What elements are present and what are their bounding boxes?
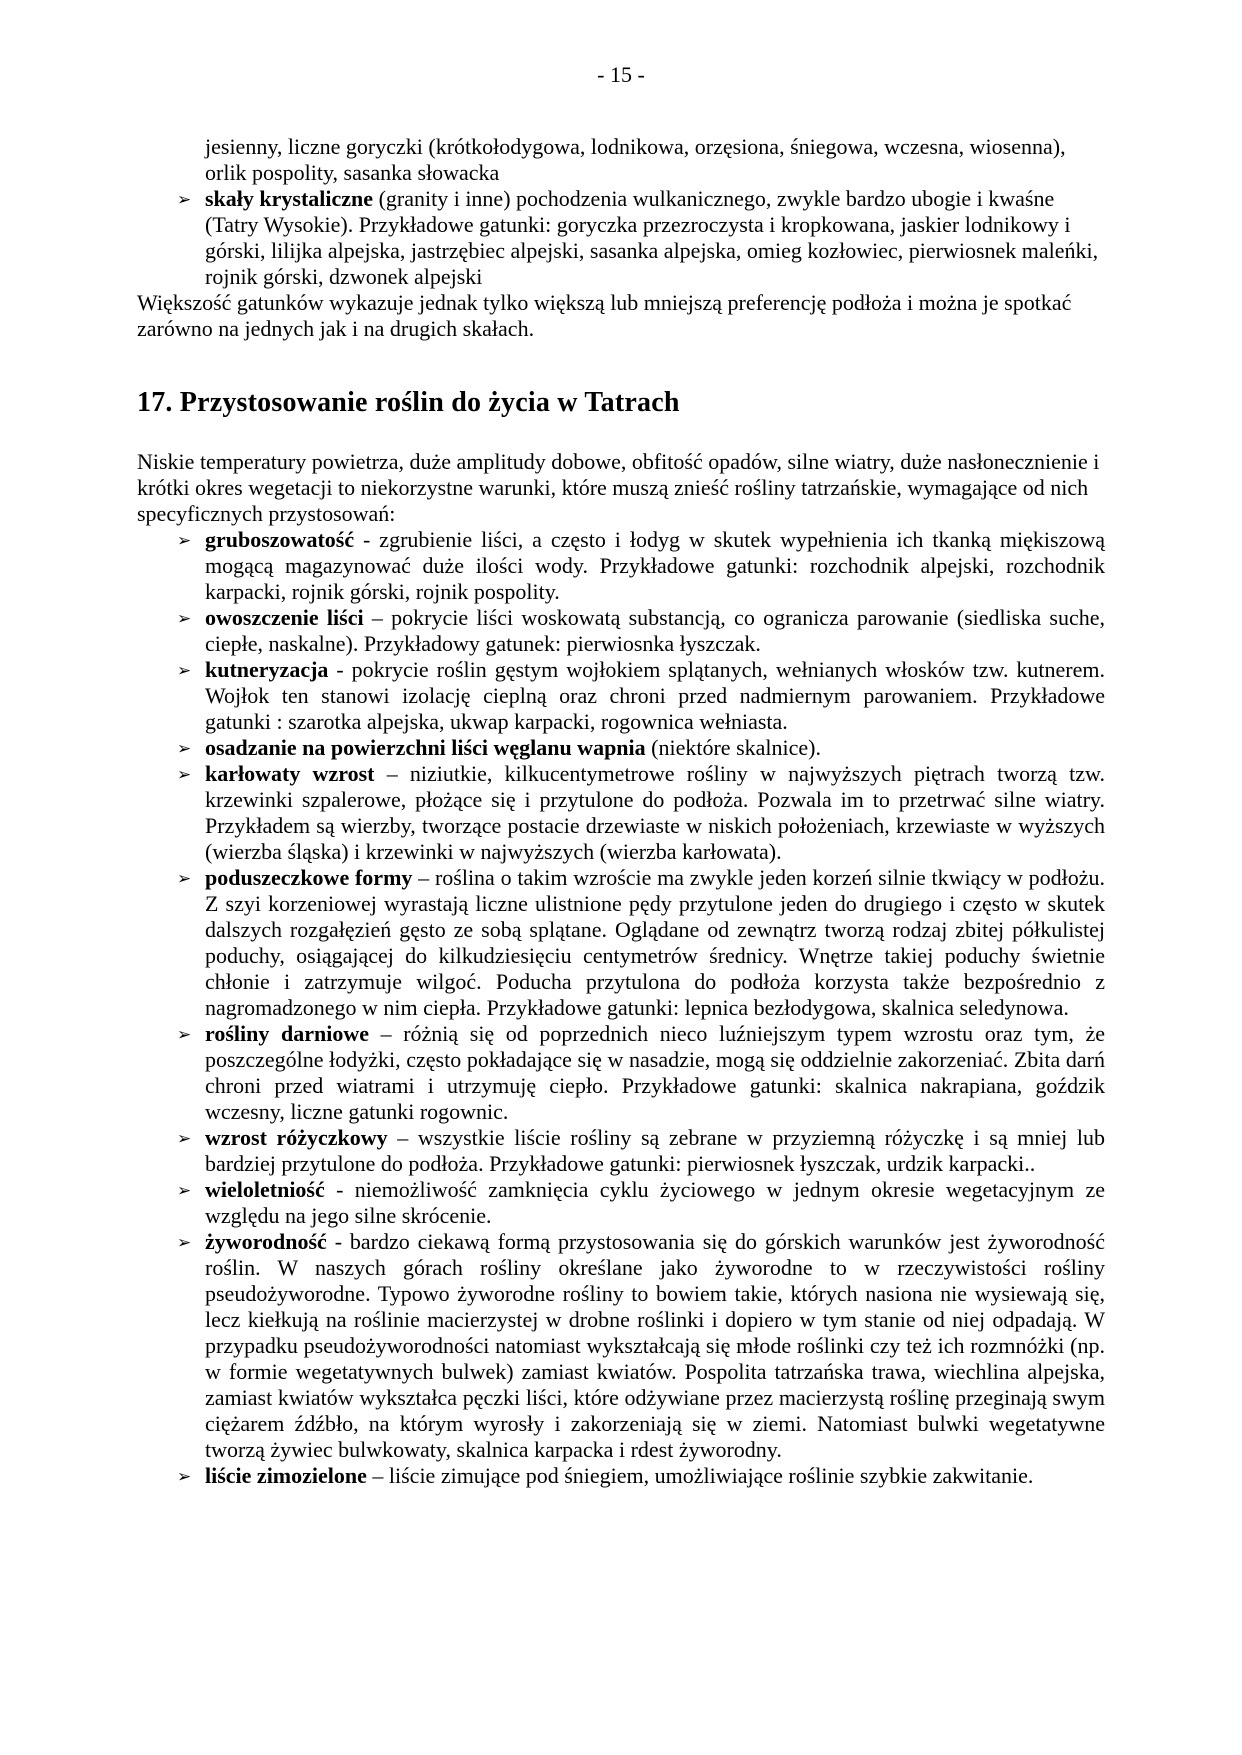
list-item-term: żyworodność bbox=[205, 1229, 327, 1254]
list-item bbox=[137, 657, 1105, 735]
list-item bbox=[137, 1463, 1105, 1489]
list-item bbox=[137, 1229, 1105, 1463]
list-item bbox=[137, 761, 1105, 865]
list-item bbox=[137, 605, 1105, 657]
list-item bbox=[137, 527, 1105, 605]
list-item-term: rośliny darniowe bbox=[205, 1021, 369, 1046]
list-item-text: – wszystkie liście rośliny są zebrane w przyziemną różyczkę i są mniej lub bardziej przytulone do podłoża. Przykładowe gatunki: pierwiosnek łyszczak, urdzik karpacki.. bbox=[205, 1125, 1105, 1176]
list-item-text: - pokrycie roślin gęstym wojłokiem splątanych, wełnianych włosków tzw. kutnerem. Wojłok ten stanowi izolację cieplną oraz chroni przed nadmiernym parowaniem. Przykładowe gatunki : szarotka alpejska, ukwap karpacki, rogownica wełniasta. bbox=[205, 657, 1105, 734]
list-item-term: skały krystaliczne bbox=[205, 186, 374, 211]
list-bullet-icon: ➢ bbox=[177, 1129, 192, 1149]
list-bullet-icon: ➢ bbox=[177, 661, 192, 681]
list-bullet-icon: ➢ bbox=[177, 1233, 192, 1253]
list-item-text: – liście zimujące pod śniegiem, umożliwiające roślinie szybkie zakwitanie. bbox=[366, 1463, 1034, 1488]
list-bullet-icon: ➢ bbox=[177, 1467, 192, 1487]
list-item-term: gruboszowatość bbox=[205, 527, 355, 552]
adaptations-bullet-list bbox=[137, 527, 1105, 1489]
list-item bbox=[137, 134, 1105, 186]
list-item-text: (niektóre skalnice). bbox=[645, 735, 821, 760]
list-bullet-icon: ➢ bbox=[177, 531, 192, 551]
list-item bbox=[137, 1021, 1105, 1125]
list-bullet-icon: ➢ bbox=[177, 1025, 192, 1045]
top-bullet-list bbox=[137, 134, 1105, 290]
list-item-term: wieloletniość bbox=[205, 1177, 325, 1202]
list-bullet-icon: ➢ bbox=[177, 765, 192, 785]
list-item-text: (granity i inne) pochodzenia wulkanicznego, zwykle bardzo ubogie i kwaśne (Tatry Wysokie). Przykładowe gatunki: goryczka przezroczysta i kropkowana, jaskier lodnikowy i górski, lilijka alpejska, jastrzębiec alpejski, sasanka alpejska, omieg kozłowiec, pierwiosnek maleńki, rojnik górski, dzwonek alpejski bbox=[205, 186, 1099, 289]
list-item-term: karłowaty wzrost bbox=[205, 761, 375, 786]
list-item-text: - bardzo ciekawą formą przystosowania się do górskich warunków jest żyworodność roślin. W naszych górach rośliny określane jako żyworodne to w rzeczywistości rośliny pseudożyworodne. Typowo żyworodne rośliny to bowiem takie, których nasiona nie wysiewają się, lecz kiełkują na roślinie macierzystej w drobne roślinki i dopiero w tym stanie od niej odpadają. W przypadku pseudożyworodności natomiast wykształcają się młode roślinki czy też ich rozmnóżki (np. w formie wegetatywnych bulwek) zamiast kwiatów. Pospolita tatrzańska trawa, wiechlina alpejska, zamiast kwiatów wykształca pęczki liści, które odżywiane przez macierzystą roślinę przeginają swym ciężarem źdźbło, na którym wyrosły i zakorzeniają się w ziemi. Natomiast bulwki wegetatywne tworzą żywiec bulwkowaty, skalnica karpacka i rdest żyworodny. bbox=[205, 1229, 1105, 1462]
list-item-text: - zgrubienie liści, a często i łodyg w skutek wypełnienia ich tkanką miękiszową mogącą magazynować duże ilości wody. Przykładowe gatunki: rozchodnik alpejski, rozchodnik karpacki, rojnik górski, rojnik pospolity. bbox=[205, 527, 1105, 604]
list-item-text: – niziutkie, kilkucentymetrowe rośliny w najwyższych piętrach tworzą tzw. krzewinki szpalerowe, płożące się i przytulone do podłoża. Pozwala im to przetrwać silne wiatry. Przykładem są wierzby, tworzące postacie drzewiaste w niskich położeniach, krzewiaste w wyższych (wierzba śląska) i krzewinki w najwyższych (wierzba karłowata). bbox=[205, 761, 1106, 864]
list-bullet-icon: ➢ bbox=[177, 1181, 192, 1201]
list-item-term: poduszeczkowe formy bbox=[205, 865, 413, 890]
list-item-term: owoszczenie liści bbox=[205, 605, 364, 630]
list-item-term: wzrost różyczkowy bbox=[205, 1125, 388, 1150]
list-bullet-icon: ➢ bbox=[177, 739, 192, 759]
section-heading: 17. Przystosowanie roślin do życia w Tatrach bbox=[137, 387, 680, 418]
list-item-term: liście zimozielone bbox=[205, 1463, 367, 1488]
list-item bbox=[137, 735, 1105, 761]
list-item-text: – różnią się od poprzednich nieco luźniejszym typem wzrostu oraz tym, że poszczególne łodyżki, często pokładające się w nasadzie, mogą się oddzielnie zakorzeniać. Zbita darń chroni przed wiatrami i utrzymuję ciepło. Przykładowe gatunki: skalnica nakrapiana, goździk wczesny, liczne gatunki rogownic. bbox=[205, 1021, 1106, 1124]
list-item-term: kutneryzacja bbox=[205, 657, 329, 682]
list-item bbox=[137, 186, 1105, 290]
list-item bbox=[137, 1177, 1105, 1229]
page-number: - 15 - bbox=[597, 62, 645, 87]
list-bullet-icon: ➢ bbox=[177, 190, 192, 210]
list-bullet-icon: ➢ bbox=[177, 609, 192, 629]
list-item bbox=[137, 865, 1105, 1021]
section-intro-paragraph: Niskie temperatury powietrza, duże amplitudy dobowe, obfitość opadów, silne wiatry, duże nasłonecznienie i krótki okres wegetacji to niekorzystne warunki, które muszą znieść rośliny tatrzańskie, wymagające od nich specyficznych przystosowań: bbox=[137, 449, 1100, 526]
list-item-text: - niemożliwość zamknięcia cyklu życiowego w jednym okresie wegetacyjnym ze względu na jego silne skrócenie. bbox=[205, 1177, 1105, 1228]
list-item-text: – pokrycie liści woskowatą substancją, co ogranicza parowanie (siedliska suche, ciepłe, naskalne). Przykładowy gatunek: pierwiosnka łyszczak. bbox=[205, 605, 1105, 656]
list-item bbox=[137, 1125, 1105, 1177]
list-bullet-icon: ➢ bbox=[177, 869, 192, 889]
list-item-term: osadzanie na powierzchni liści węglanu wapnia bbox=[205, 735, 646, 760]
list-item-text: jesienny, liczne goryczki (krótkołodygowa, lodnikowa, orzęsiona, śniegowa, wczesna, wiosenna), orlik pospolity, sasanka słowacka bbox=[205, 134, 1066, 185]
closing-paragraph: Większość gatunków wykazuje jednak tylko większą lub mniejszą preferencję podłoża i można je spotkać zarówno na jednych jak i na drugich skałach. bbox=[137, 290, 1072, 341]
list-item-text: – roślina o takim wzroście ma zwykle jeden korzeń silnie tkwiący w podłożu. Z szyi korzeniowej wyrastają liczne ulistnione pędy przytulone jeden do drugiego i często w skutek dalszych rozgałęzień gęsto ze sobą splątane. Oglądane od zewnątrz tworzą rodzaj zbitej półkulistej poduchy, osiągającej do kilkudziesięciu centymetrów średnicy. Wnętrze takiej poduchy świetnie chłonie i zatrzymuje wilgoć. Poducha przytulona do podłoża korzysta także bezpośrednio z nagromadzonego w nim ciepła. Przykładowe gatunki: lepnica bezłodygowa, skalnica seledynowa. bbox=[205, 865, 1105, 1020]
